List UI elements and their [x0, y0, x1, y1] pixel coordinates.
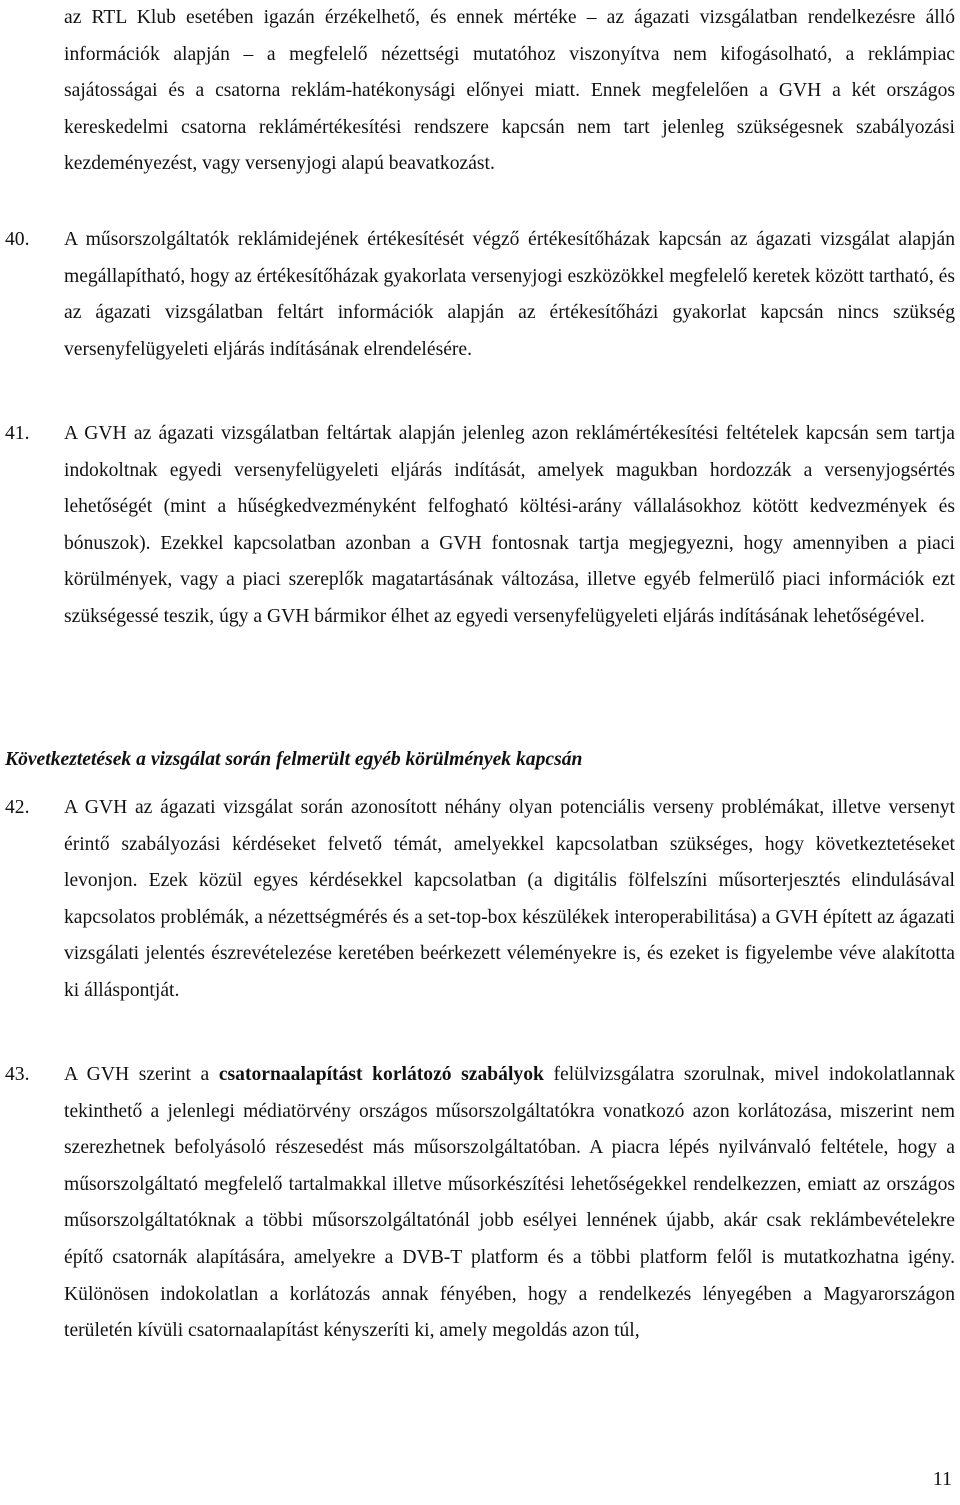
paragraph-40: A műsorszolgáltatók reklámidejének értékesítését végző értékesítőházak kapcsán az ágazati vizsgálat alapján megállapítható, hogy az értékesítőházak gyakorlata versenyjogi eszközökkel megfelelő keretek között tartható, és az ágazati vizsgálatban feltárt információk alapján az értékesítőházi gyakorlat kapcsán nincs szükség versenyfelügyeleti eljárás indításának elrendelésére.: [64, 229, 955, 360]
paragraph-43: [64, 1057, 955, 1350]
paragraph-42: A GVH az ágazati vizsgálat során azonosított néhány olyan potenciális verseny problémákat, illetve versenyt érintő szabályozási kérdéseket felvető témát, amelyekkel kapcsolatban szükséges, hogy következtetéseket levonjon. Ezek közül egyes kérdésekkel kapcsolatban (a digitális fölfelszíni műsorterjesztés elindulásával kapcsolatos problémák, a nézettségmérés és a set-top-box készülékek interoperabilitása) a GVH épített az ágazati vizsgálati jelentés észrevételezése keretében beérkezett véleményekre is, és ezeket is figyelembe véve alakította ki álláspontját.: [64, 797, 955, 1001]
section-heading: Következtetések a vizsgálat során felmerült egyéb körülmények kapcsán: [5, 749, 583, 770]
paragraph-43-text-end: felülvizsgálatra szorulnak, mivel indokolatlannak tekinthető a jelenlegi médiatörvény országos műsorszolgáltatókra vonatkozó azon korlátozása, miszerint nem szerezhetnek befolyásoló részesedést más műsorszolgáltatóban. A piacra lépés nyilvánvaló feltétele, hogy a műsorszolgáltató megfelelő tartalmakkal illetve műsorkészítési lehetőségekkel rendelkezzen, emiatt az országos műsorszolgáltatóknak a többi műsorszolgáltatónál jobb esélyei lennének újabb, akár csak reklámbevételekre építő csatornák alapítására, amelyekre a DVB-T platform és a többi platform felől is mutatkozhatna igény. Különösen indokolatlan a korlátozás annak fényében, hogy a rendelkezés lényegében a Magyarországon területén kívüli csatornaalapítást kényszeríti ki, amely megoldás azon túl,: [64, 1064, 956, 1342]
paragraph-number-41: 41.: [5, 423, 30, 444]
paragraph-43-text-start: A GVH szerint a: [64, 1064, 219, 1085]
paragraph-number-42: 42.: [5, 797, 30, 818]
page-number: 11: [932, 1468, 952, 1490]
paragraph-continued: az RTL Klub esetében igazán érzékelhető, és ennek mértéke – az ágazati vizsgálatban rendelkezésre álló információk alapján – a megfelelő nézettségi mutatóhoz viszonyítva nem kifogásolható, a reklámpiac sajátosságai és a csatorna reklám-hatékonysági előnyei miatt. Ennek megfelelően a GVH a két országos kereskedelmi csatorna reklámértékesítési rendszere kapcsán nem tart jelenleg szükségesnek szabályozási kezdeményezést, vagy versenyjogi alapú beavatkozást.: [64, 7, 955, 175]
paragraph-number-43: 43.: [5, 1064, 30, 1085]
paragraph-41: A GVH az ágazati vizsgálatban feltártak alapján jelenleg azon reklámértékesítési feltételek kapcsán sem tartja indokoltnak egyedi versenyfelügyeleti eljárás indítását, amelyek magukban hordozzák a versenyjogsértés lehetőségét (mint a hűségkedvezményként felfogható költési-arány vállalásokhoz kötött kedvezmények és bónuszok). Ezekkel kapcsolatban azonban a GVH fontosnak tartja megjegyezni, hogy amennyiben a piaci körülmények, vagy a piaci szereplők magatartásának változása, illetve egyéb felmerülő piaci információk ezt szükségessé teszik, úgy a GVH bármikor élhet az egyedi versenyfelügyeleti eljárás indításának lehetőségével.: [64, 423, 955, 627]
paragraph-number-40: 40.: [5, 229, 30, 250]
paragraph-43-bold-phrase: csatornaalapítást korlátozó szabályok: [218, 1064, 544, 1085]
